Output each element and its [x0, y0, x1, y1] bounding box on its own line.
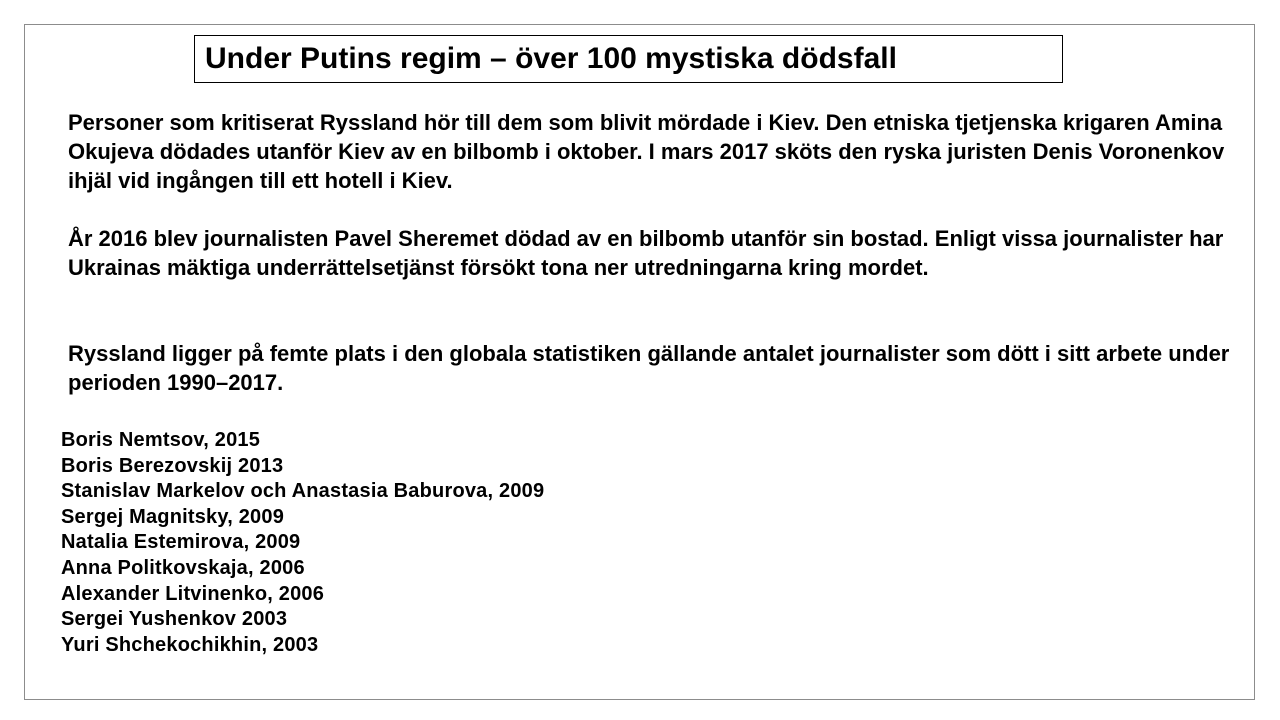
list-item: Anna Politkovskaja, 2006: [61, 556, 305, 579]
slide-title: Under Putins regim – över 100 mystiska dödsfall: [194, 35, 1063, 83]
list-item: Alexander Litvinenko, 2006: [61, 582, 325, 605]
list-item: Sergei Yushenkov 2003: [61, 608, 288, 631]
list-item: Boris Berezovskij 2013: [61, 454, 284, 477]
list-item: Natalia Estemirova, 2009: [61, 531, 301, 554]
victims-list: [61, 428, 544, 658]
paragraph-statistics: Ryssland ligger på femte plats i den globala statistiken gällande antalet journalister som dött i sitt arbete under perioden 1990–2017.: [68, 341, 1230, 395]
list-item: Sergej Magnitsky, 2009: [61, 505, 285, 528]
list-item: Yuri Shchekochikhin, 2003: [61, 633, 319, 656]
list-item: Boris Nemtsov, 2015: [61, 429, 261, 451]
paragraph-kiev-murders: Personer som kritiserat Ryssland hör till dem som blivit mördade i Kiev. Den etniska tjetjenska krigaren Amina Okujeva dödades utanför Kiev av en bilbomb i oktober. I mars 2017 sköts den ryska juristen Denis Voronenkov ihjäl vid ingången till ett hotell i Kiev.: [68, 110, 1225, 193]
list-item: Stanislav Markelov och Anastasia Baburova, 2009: [61, 480, 545, 503]
paragraph-sheremet: År 2016 blev journalisten Pavel Sheremet dödad av en bilbomb utanför sin bostad. Enligt vissa journalister har Ukrainas mäktiga underrättelsetjänst försökt tona ner utredningarna kring mordet.: [68, 226, 1224, 280]
